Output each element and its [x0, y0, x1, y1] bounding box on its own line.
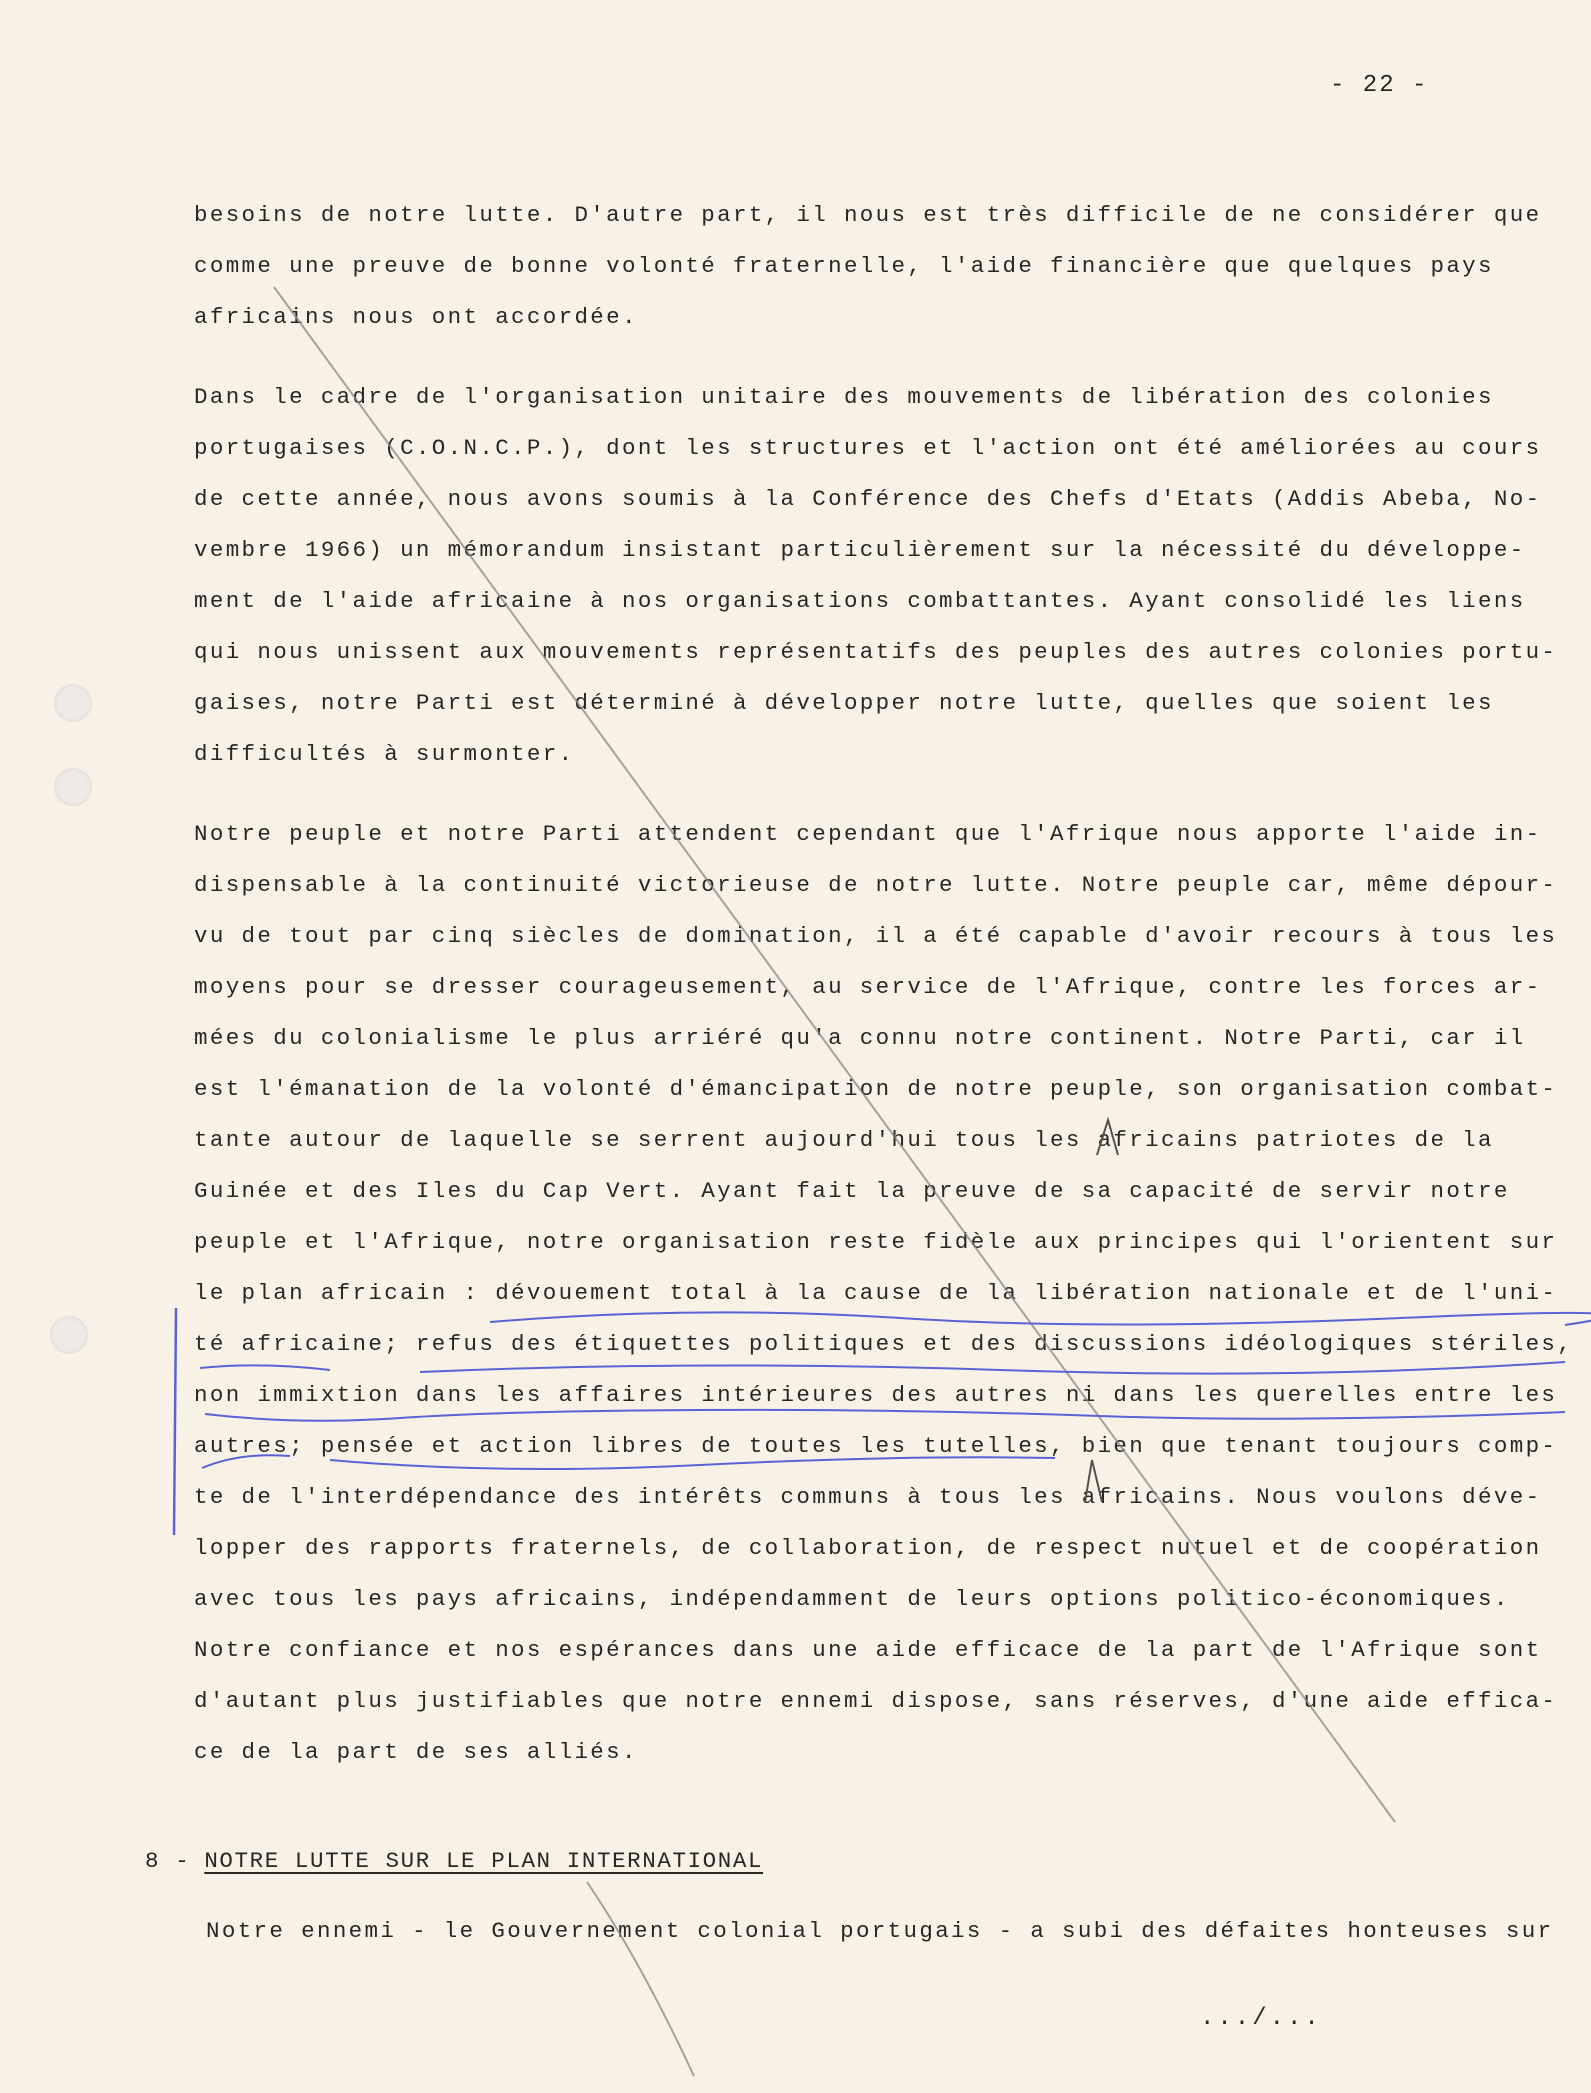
punch-hole [54, 684, 92, 722]
text-line: Notre confiance et nos espérances dans une aide efficace de la part de l'Afrique sont [194, 1637, 1542, 1663]
punch-hole [54, 768, 92, 806]
text-line: qui nous unissent aux mouvements représentatifs des peuples des autres colonies portu- [194, 639, 1558, 665]
text-line: dispensable à la continuité victorieuse de notre lutte. Notre peuple car, même dépour- [194, 872, 1558, 898]
section-title: NOTRE LUTTE SUR LE PLAN INTERNATIONAL [204, 1848, 764, 1874]
section-first-line: Notre ennemi - le Gouvernement colonial portugais - a subi des défaites honteuses sur [206, 1918, 1554, 1944]
text-line: africains nous ont accordée. [194, 304, 638, 330]
paragraph [194, 372, 1558, 780]
text-line: non immixtion dans les affaires intérieures des autres ni dans les querelles entre les [194, 1382, 1558, 1408]
text-line: té africaine; refus des étiquettes politiques et des discussions idéologiques stériles, [194, 1331, 1574, 1357]
text-line: Guinée et des Iles du Cap Vert. Ayant fait la preuve de sa capacité de servir notre [194, 1178, 1510, 1204]
text-line: de cette année, nous avons soumis à la Conférence des Chefs d'Etats (Addis Abeba, No- [194, 486, 1542, 512]
pencil-stroke [587, 1882, 694, 2076]
page-number: - 22 - [1330, 72, 1429, 99]
section-heading [145, 1848, 763, 1874]
continuation-mark: .../... [1200, 2005, 1322, 2032]
punch-hole [50, 1316, 88, 1354]
document-body [194, 190, 1574, 1807]
text-line: difficultés à surmonter. [194, 741, 575, 767]
text-line: est l'émanation de la volonté d'émancipation de notre peuple, son organisation combat- [194, 1076, 1558, 1102]
text-line: d'autant plus justifiables que notre ennemi dispose, sans réserves, d'une aide effica- [194, 1688, 1558, 1714]
text-line: avec tous les pays africains, indépendamment de leurs options politico-économiques. [194, 1586, 1510, 1612]
text-line: peuple et l'Afrique, notre organisation reste fidèle aux principes qui l'orientent sur [194, 1229, 1558, 1255]
text-line: lopper des rapports fraternels, de collaboration, de respect nutuel et de coopération [194, 1535, 1542, 1561]
text-line: mées du colonialisme le plus arriéré qu'a connu notre continent. Notre Parti, car il [194, 1025, 1526, 1051]
text-line: te de l'interdépendance des intérêts communs à tous les africains. Nous voulons déve- [194, 1484, 1542, 1510]
text-line: portugaises (C.O.N.C.P.), dont les structures et l'action ont été améliorées au cours [194, 435, 1542, 461]
text-line: vembre 1966) un mémorandum insistant particulièrement sur la nécessité du développe- [194, 537, 1526, 563]
text-line: Dans le cadre de l'organisation unitaire des mouvements de libération des colonies [194, 384, 1494, 410]
text-line: ment de l'aide africaine à nos organisations combattantes. Ayant consolidé les liens [194, 588, 1526, 614]
text-line: tante autour de laquelle se serrent aujourd'hui tous les africains patriotes de la [194, 1127, 1494, 1153]
paragraph [194, 809, 1574, 1778]
text-line: moyens pour se dresser courageusement, au service de l'Afrique, contre les forces ar- [194, 974, 1542, 1000]
text-line: ce de la part de ses alliés. [194, 1739, 638, 1765]
text-line: comme une preuve de bonne volonté fraternelle, l'aide financière que quelques pays [194, 253, 1494, 279]
text-line: gaises, notre Parti est déterminé à développer notre lutte, quelles que soient les [194, 690, 1494, 716]
text-line: vu de tout par cinq siècles de domination, il a été capable d'avoir recours à tous les [194, 923, 1558, 949]
text-line: autres; pensée et action libres de toutes les tutelles, bien que tenant toujours comp- [194, 1433, 1558, 1459]
text-line: Notre peuple et notre Parti attendent cependant que l'Afrique nous apporte l'aide in- [194, 821, 1542, 847]
section-number: 8 - [145, 1848, 191, 1874]
text-line: besoins de notre lutte. D'autre part, il nous est très difficile de ne considérer que [194, 202, 1542, 228]
blue-margin-bar [174, 1308, 176, 1535]
text-line: le plan africain : dévouement total à la cause de la libération nationale et de l'uni- [194, 1280, 1558, 1306]
paragraph [194, 190, 1554, 343]
